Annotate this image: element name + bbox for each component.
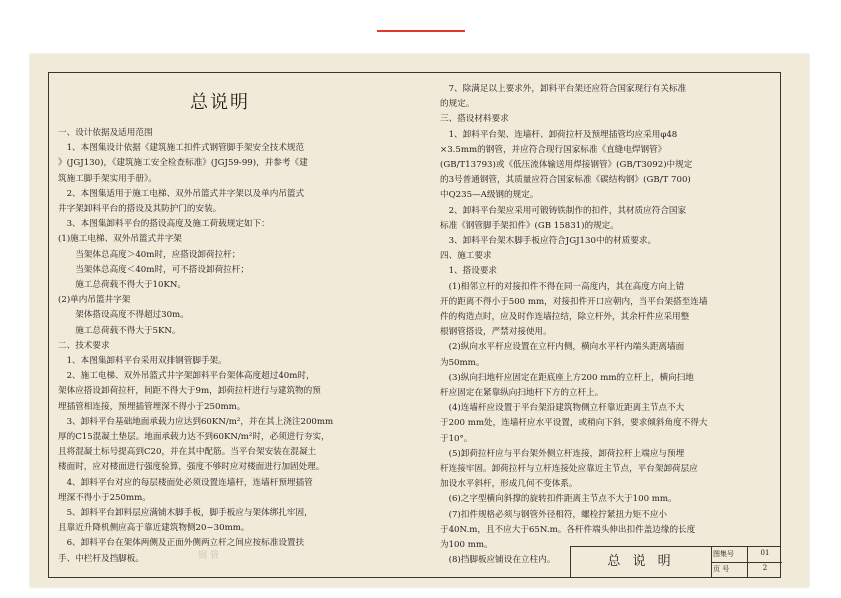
- text-line: 的规定。: [440, 99, 475, 110]
- text-line: 的3号普通钢管，其质量应符合国家标准《碳结构钢》(GB/T 700): [440, 175, 691, 186]
- text-line: 一、设计依据及适用范围: [58, 128, 153, 138]
- text-line: 埋插管相连接，预埋插管埋深不得小于250mm。: [58, 401, 246, 412]
- text-line: (3)纵向扫地杆应固定在距底座上方200 mm的立杆上，横向扫地: [440, 372, 694, 383]
- top-red-rule: [377, 30, 465, 32]
- text-line: 1、本图集卸料平台采用双排钢管脚手架。: [58, 356, 227, 367]
- text-line: 2、施工电梯、双外吊篮式井字架卸料平台架体高度超过40m时，: [58, 371, 315, 382]
- page-number-value: 2: [762, 564, 768, 572]
- text-line: 于10°。: [440, 433, 473, 444]
- atlas-number-label: 图集号: [713, 550, 734, 558]
- text-line: 楼面时，应对楼面进行强度验算，强度不够时应对楼面进行加固处理。: [58, 462, 325, 473]
- document-title: 总说明: [190, 92, 250, 113]
- text-line: 6、卸料平台在架体两侧及正面外侧两立杆之间应按标准设置扶: [58, 538, 305, 549]
- text-line: 5、卸料平台卸料层应满铺木脚手板，脚手板应与架体绑扎牢固，: [58, 508, 313, 519]
- text-line: 件的构造点时，应及时作连墙拉结，除立杆外，其余杆件应采用整: [440, 312, 690, 323]
- text-line: 开的距离不得小于500 mm，对接扣件开口应朝内，当平台架搭至连墙: [440, 296, 708, 307]
- left-column: [58, 126, 394, 567]
- text-line: 3、卸料平台架木脚手板应符合JGJ130中的材质要求。: [440, 236, 657, 247]
- text-line: (GB/T13793)或《低压流体输送用焊接钢管》(GB/T3092)中规定: [440, 160, 693, 171]
- text-line: 为50mm。: [440, 357, 485, 368]
- text-line: 》(JGJ130)，《建筑施工安全检查标准》(JGJ59-99)，并参考《建: [58, 158, 308, 169]
- text-line: 标准《钢管脚手架扣件》(GB 15831)的规定。: [440, 220, 619, 231]
- title-block: [570, 546, 781, 578]
- text-line: 根钢管搭设，严禁对接使用。: [440, 327, 552, 338]
- text-line: (6)之字型横向斜撑的旋转扣件距离主节点不大于100 mm。: [440, 494, 677, 505]
- text-line: 四、施工要求: [440, 251, 492, 262]
- text-line: (4)连墙杆应设置于平台架沿建筑物侧立杆靠近距离主节点不大: [440, 403, 685, 414]
- text-line: 1、本图集设计依据《建筑施工扣件式钢管脚手架安全技术规范: [58, 143, 305, 154]
- text-line: 厚的C15混凝土垫层。地面承载力达不到60KN/m²时，必须进行夯实，: [58, 432, 330, 443]
- text-line: 施工总荷载不得大于10KN。: [58, 280, 187, 291]
- text-line: 中Q235—A级钢的规定。: [440, 190, 539, 201]
- text-line: 3、卸料平台基础地面承载力应达到60KN/m²，并在其上浇注200mm: [58, 416, 334, 427]
- text-line: 二、技术要求: [58, 340, 110, 351]
- text-line: 2、本图集适用于施工电梯、双外吊篮式井字架以及单内吊篮式: [58, 188, 305, 199]
- text-line: 于40N.m，且不应大于65N.m。各杆件端头伸出扣件盖边缘的长度: [440, 524, 696, 535]
- text-line: 当架体总高度＜40m时，可不搭设卸荷拉杆；: [58, 264, 249, 275]
- text-line: 4、卸料平台对应的每层楼面处必须设置连墙杆，连墙杆预埋插管: [58, 477, 313, 488]
- text-line: ×3.5mm的钢管，并应符合现行国家标准《直缝电焊钢管》: [440, 144, 667, 155]
- cell-divider: [747, 547, 748, 562]
- text-line: (1)相邻立杆的对接扣件不得在同一高度内，其在高度方向上错: [440, 281, 685, 292]
- text-line: (7)扣件规格必须与钢管外径相符，螺栓拧紧扭力矩不应小: [440, 509, 668, 520]
- text-line: 埋深不得小于250mm。: [58, 492, 151, 503]
- cell-divider: [747, 562, 748, 577]
- text-line: 3、本图集卸料平台的搭设高度及施工荷载规定如下：: [58, 219, 270, 230]
- text-line: 井字架卸料平台的搭设及其防护门的安装。: [58, 204, 222, 215]
- text-line: (2)单内吊篮井字架: [58, 295, 131, 306]
- text-line: 且将混凝土标号提高到C20，并在其中配筋。当平台架安装在混凝土: [58, 447, 317, 458]
- text-line: 筑施工脚手架实用手册》。: [58, 173, 157, 184]
- text-line: 手、中栏杆及挡脚板。: [58, 553, 144, 564]
- text-line: 三、搭设材料要求: [440, 114, 509, 125]
- text-line: (5)卸荷拉杆应与平台架外侧立杆连接，卸荷拉杆上端应与预埋: [440, 448, 685, 459]
- text-line: 于200 mm处，连墙杆应水平设置，或稍向下斜，要求倾斜角度不得大: [440, 418, 708, 429]
- atlas-number-value: 01: [760, 549, 770, 557]
- title-block-name: 总 说 明: [571, 547, 712, 577]
- atlas-number-row: [711, 547, 782, 563]
- text-line: (8)挡脚板应铺设在立柱内。: [440, 555, 556, 566]
- text-line: 杆应固定在紧靠纵向扫地杆下方的立杆上。: [440, 388, 604, 399]
- text-line: 架体应搭设卸荷拉杆，间距不得大于9m，卸荷拉杆进行与建筑物的预: [58, 386, 321, 397]
- text-line: 加设水平斜杆，形成几何不变体系。: [440, 479, 578, 490]
- text-line: 为100 mm。: [440, 540, 493, 551]
- page-number-label: 页 号: [713, 565, 730, 573]
- text-line: 1、卸料平台架、连墙杆、卸荷拉杆及预埋插管均应采用φ48: [440, 129, 678, 140]
- page-number-row: [711, 562, 782, 577]
- text-line: 7、除满足以上要求外，卸料平台架还应符合国家现行有关标准: [440, 84, 687, 94]
- text-line: 架体搭设高度不得超过30m。: [58, 310, 189, 321]
- text-line: 2、卸料平台架应采用可锻铸铁制作的扣件，其材质应符合国家: [440, 205, 687, 216]
- text-line: 1、搭设要求: [440, 266, 498, 277]
- text-line: 杆连接牢固。卸荷拉杆与立杆连接处应靠近主节点，平台架卸荷层应: [440, 464, 698, 475]
- text-line: (2)纵向水平杆应设置在立杆内侧，横向水平杆内端头距离墙面: [440, 342, 685, 353]
- right-column: [440, 82, 774, 569]
- text-line: 且靠近升降机侧应高于靠近建筑物侧20~30mm。: [58, 523, 250, 534]
- text-line: (1)施工电梯、双外吊篮式井字架: [58, 234, 182, 245]
- text-line: 施工总荷载不得大于5KN。: [58, 325, 181, 336]
- bleed-through-text: 钢 管: [198, 551, 219, 561]
- text-line: 当架体总高度＞40m时，应搭设卸荷拉杆；: [58, 249, 241, 260]
